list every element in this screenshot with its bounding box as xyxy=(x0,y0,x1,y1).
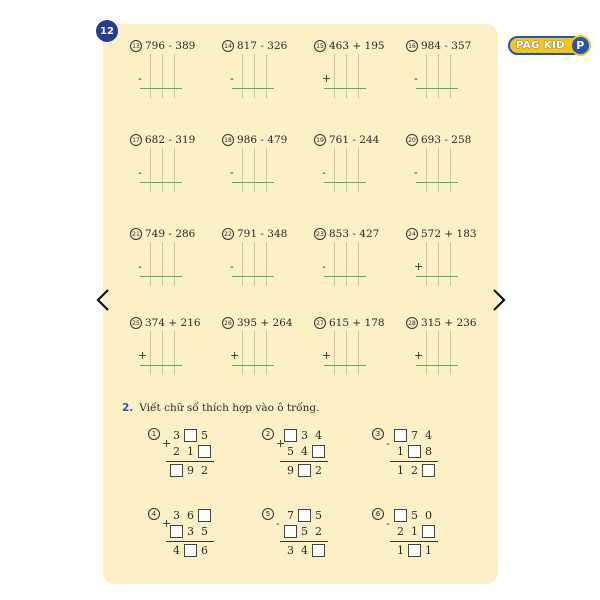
problem-number: 17 xyxy=(130,134,142,146)
column-guide-line xyxy=(266,54,267,98)
digit: 3 xyxy=(287,544,294,557)
digit: 2 xyxy=(173,445,180,458)
column-guide-line xyxy=(242,331,243,375)
answer-line xyxy=(232,276,274,277)
problem-expression: 761 - 244 xyxy=(329,134,380,146)
problem-25 xyxy=(130,317,214,387)
digit-input-box[interactable] xyxy=(170,525,183,538)
brand-logo xyxy=(508,36,590,55)
column-guide-line xyxy=(162,148,163,192)
column-guide-line xyxy=(426,148,427,192)
answer-line xyxy=(324,365,366,366)
answer-line xyxy=(140,182,182,183)
problem-21 xyxy=(130,228,214,298)
answer-line xyxy=(140,365,182,366)
logo-text: PAG KID xyxy=(516,40,566,51)
column-guide-line xyxy=(162,242,163,286)
digit-row xyxy=(284,445,326,458)
operator-sign: - xyxy=(138,260,142,273)
problem-expression: 572 + 183 xyxy=(421,228,477,240)
digit-input-box[interactable] xyxy=(298,509,311,522)
digit: 6 xyxy=(187,509,194,522)
problem-15 xyxy=(314,40,398,110)
problem-number: 15 xyxy=(314,40,326,52)
column-guide-line xyxy=(242,54,243,98)
column-guide-line xyxy=(174,148,175,192)
problem-26 xyxy=(222,317,306,387)
answer-line xyxy=(232,88,274,89)
digit: 5 xyxy=(201,429,208,442)
operator-sign: + xyxy=(162,517,172,530)
column-guide-line xyxy=(266,331,267,375)
digit: 1 xyxy=(411,525,418,538)
column-guide-line xyxy=(174,54,175,98)
problem-18 xyxy=(222,134,306,204)
sum-line xyxy=(280,461,328,462)
digit: 1 xyxy=(397,544,404,557)
digit-row xyxy=(394,525,436,538)
digit: 3 xyxy=(301,429,308,442)
column-guide-line xyxy=(426,54,427,98)
answer-line xyxy=(324,182,366,183)
column-guide-line xyxy=(450,148,451,192)
answer-line xyxy=(232,365,274,366)
problem-header xyxy=(314,228,379,240)
operator-sign: - xyxy=(230,260,234,273)
problem-expression: 395 + 264 xyxy=(237,317,293,329)
sum-line xyxy=(390,461,438,462)
operator-sign: + xyxy=(162,437,172,450)
prev-page-button[interactable] xyxy=(92,287,114,313)
digit: 9 xyxy=(287,464,294,477)
digit-row xyxy=(170,464,212,477)
problem-header xyxy=(314,317,385,329)
column-guide-line xyxy=(150,148,151,192)
puzzle-1 xyxy=(148,428,228,490)
sum-line xyxy=(280,541,328,542)
digit: 9 xyxy=(187,464,194,477)
digit-input-box[interactable] xyxy=(198,509,211,522)
column-guide-line xyxy=(174,242,175,286)
digit-row xyxy=(284,509,326,522)
column-guide-line xyxy=(334,242,335,286)
column-guide-line xyxy=(334,148,335,192)
digit-input-box[interactable] xyxy=(394,429,407,442)
digit-input-box[interactable] xyxy=(312,544,325,557)
digit: 5 xyxy=(287,445,294,458)
answer-line xyxy=(140,276,182,277)
digit: 4 xyxy=(173,544,180,557)
column-guide-line xyxy=(358,54,359,98)
column-guide-line xyxy=(438,148,439,192)
digit-input-box[interactable] xyxy=(184,544,197,557)
column-guide-line xyxy=(346,331,347,375)
answer-line xyxy=(140,88,182,89)
digit: 3 xyxy=(173,509,180,522)
operator-sign: - xyxy=(230,166,234,179)
digit: 5 xyxy=(411,509,418,522)
sum-line xyxy=(390,541,438,542)
digit: 7 xyxy=(411,429,418,442)
problem-header xyxy=(406,134,471,146)
digit-row xyxy=(394,544,436,557)
section-number: 2. xyxy=(122,402,134,414)
problem-header xyxy=(130,134,195,146)
digit: 1 xyxy=(187,445,194,458)
answer-line xyxy=(416,276,458,277)
digit: 7 xyxy=(287,509,294,522)
problem-16 xyxy=(406,40,490,110)
problem-expression: 853 - 427 xyxy=(329,228,380,240)
problem-number: 25 xyxy=(130,317,142,329)
digit-row xyxy=(170,509,212,522)
operator-sign: - xyxy=(322,166,326,179)
column-guide-line xyxy=(254,331,255,375)
digit-row xyxy=(284,544,326,557)
digit-input-box[interactable] xyxy=(198,445,211,458)
problem-expression: 749 - 286 xyxy=(145,228,196,240)
problem-number: 19 xyxy=(314,134,326,146)
puzzle-number: 5 xyxy=(262,508,274,520)
digit: 2 xyxy=(315,525,322,538)
operator-sign: + xyxy=(138,349,148,362)
problem-expression: 693 - 258 xyxy=(421,134,472,146)
puzzle-6 xyxy=(372,508,452,570)
puzzle-5 xyxy=(262,508,342,570)
column-guide-line xyxy=(242,148,243,192)
problem-header xyxy=(130,228,195,240)
digit-input-box[interactable] xyxy=(284,525,297,538)
digit-row xyxy=(170,429,212,442)
digit: 4 xyxy=(315,429,322,442)
digit: 4 xyxy=(425,429,432,442)
problem-number: 24 xyxy=(406,228,418,240)
problem-header xyxy=(222,228,287,240)
problem-number: 27 xyxy=(314,317,326,329)
problem-expression: 463 + 195 xyxy=(329,40,385,52)
digit-row xyxy=(284,429,326,442)
digit-row xyxy=(394,445,436,458)
column-guide-line xyxy=(450,331,451,375)
column-guide-line xyxy=(254,242,255,286)
operator-sign: - xyxy=(386,517,390,530)
operator-sign: - xyxy=(138,72,142,85)
operator-sign: + xyxy=(414,260,424,273)
digit: 0 xyxy=(425,509,432,522)
column-guide-line xyxy=(242,242,243,286)
digit-input-box[interactable] xyxy=(170,464,183,477)
column-guide-line xyxy=(426,242,427,286)
problem-24 xyxy=(406,228,490,298)
answer-line xyxy=(232,182,274,183)
problem-header xyxy=(130,317,201,329)
column-guide-line xyxy=(254,148,255,192)
chevron-left-icon xyxy=(95,288,111,312)
digit-row xyxy=(394,509,436,522)
answer-line xyxy=(416,182,458,183)
column-guide-line xyxy=(334,331,335,375)
problem-number: 16 xyxy=(406,40,418,52)
answer-line xyxy=(324,88,366,89)
problem-expression: 796 - 389 xyxy=(145,40,196,52)
digit: 1 xyxy=(397,464,404,477)
problem-13 xyxy=(130,40,214,110)
digit: 2 xyxy=(315,464,322,477)
problem-header xyxy=(222,317,293,329)
digit-row xyxy=(170,525,212,538)
operator-sign: - xyxy=(414,72,418,85)
operator-sign: - xyxy=(138,166,142,179)
column-guide-line xyxy=(254,54,255,98)
digit-row xyxy=(394,429,436,442)
column-guide-line xyxy=(346,148,347,192)
problem-expression: 984 - 357 xyxy=(421,40,472,52)
problem-header xyxy=(130,40,195,52)
digit-input-box[interactable] xyxy=(184,429,197,442)
digit: 2 xyxy=(201,464,208,477)
digit: 6 xyxy=(201,544,208,557)
column-guide-line xyxy=(358,242,359,286)
problem-number: 21 xyxy=(130,228,142,240)
problem-expression: 615 + 178 xyxy=(329,317,385,329)
chevron-right-icon xyxy=(491,288,507,312)
puzzle-number: 1 xyxy=(148,428,160,440)
operator-sign: + xyxy=(230,349,240,362)
digit: 4 xyxy=(301,544,308,557)
digit: 8 xyxy=(425,445,432,458)
sum-line xyxy=(166,461,214,462)
digit-input-box[interactable] xyxy=(408,445,421,458)
puzzle-4 xyxy=(148,508,228,570)
column-guide-line xyxy=(266,242,267,286)
digit-input-box[interactable] xyxy=(312,445,325,458)
operator-sign: - xyxy=(322,260,326,273)
digit-input-box[interactable] xyxy=(394,509,407,522)
digit: 4 xyxy=(301,445,308,458)
problem-23 xyxy=(314,228,398,298)
operator-sign: - xyxy=(386,437,390,450)
operator-sign: + xyxy=(322,349,332,362)
answer-line xyxy=(416,88,458,89)
puzzle-number: 2 xyxy=(262,428,274,440)
page-number: 12 xyxy=(100,25,114,37)
section-2-heading xyxy=(122,402,319,414)
problem-header xyxy=(406,40,471,52)
digit: 2 xyxy=(397,525,404,538)
sum-line xyxy=(166,541,214,542)
problem-number: 20 xyxy=(406,134,418,146)
digit-row xyxy=(170,544,212,557)
operator-sign: + xyxy=(414,349,424,362)
problem-expression: 817 - 326 xyxy=(237,40,288,52)
digit: 3 xyxy=(187,525,194,538)
column-guide-line xyxy=(266,148,267,192)
problem-number: 18 xyxy=(222,134,234,146)
column-guide-line xyxy=(450,54,451,98)
column-guide-line xyxy=(346,242,347,286)
problem-number: 26 xyxy=(222,317,234,329)
problem-27 xyxy=(314,317,398,387)
column-guide-line xyxy=(162,331,163,375)
digit: 5 xyxy=(315,509,322,522)
column-guide-line xyxy=(358,331,359,375)
next-page-button[interactable] xyxy=(488,287,510,313)
problem-expression: 682 - 319 xyxy=(145,134,196,146)
digit: 2 xyxy=(411,464,418,477)
problem-header xyxy=(222,40,287,52)
column-guide-line xyxy=(438,331,439,375)
column-guide-line xyxy=(150,242,151,286)
column-guide-line xyxy=(150,331,151,375)
problem-header xyxy=(406,228,477,240)
operator-sign: - xyxy=(230,72,234,85)
operator-sign: - xyxy=(276,517,280,530)
problem-22 xyxy=(222,228,306,298)
problem-expression: 986 - 479 xyxy=(237,134,288,146)
digit: 5 xyxy=(301,525,308,538)
column-guide-line xyxy=(162,54,163,98)
puzzle-number: 4 xyxy=(148,508,160,520)
column-guide-line xyxy=(346,54,347,98)
problem-header xyxy=(314,40,385,52)
problem-19 xyxy=(314,134,398,204)
digit: 3 xyxy=(173,429,180,442)
page-number-badge xyxy=(96,20,118,42)
column-guide-line xyxy=(450,242,451,286)
column-guide-line xyxy=(358,148,359,192)
digit-row xyxy=(284,464,326,477)
puzzle-2 xyxy=(262,428,342,490)
digit-input-box[interactable] xyxy=(408,544,421,557)
column-guide-line xyxy=(150,54,151,98)
digit: 1 xyxy=(425,544,432,557)
answer-line xyxy=(324,276,366,277)
problem-expression: 374 + 216 xyxy=(145,317,201,329)
digit-row xyxy=(394,464,436,477)
problem-28 xyxy=(406,317,490,387)
problem-number: 22 xyxy=(222,228,234,240)
puzzle-3 xyxy=(372,428,452,490)
operator-sign: + xyxy=(322,72,332,85)
problem-14 xyxy=(222,40,306,110)
operator-sign: - xyxy=(414,166,418,179)
column-guide-line xyxy=(334,54,335,98)
puzzle-number: 3 xyxy=(372,428,384,440)
section-title: Viết chữ số thích hợp vào ô trống. xyxy=(139,402,320,414)
digit-input-box[interactable] xyxy=(422,525,435,538)
column-guide-line xyxy=(438,54,439,98)
digit: 5 xyxy=(201,525,208,538)
digit-input-box[interactable] xyxy=(422,464,435,477)
column-guide-line xyxy=(174,331,175,375)
problem-number: 14 xyxy=(222,40,234,52)
answer-line xyxy=(416,365,458,366)
problem-number: 23 xyxy=(314,228,326,240)
operator-sign: + xyxy=(276,437,286,450)
digit-input-box[interactable] xyxy=(298,464,311,477)
digit-row xyxy=(284,525,326,538)
problem-header xyxy=(314,134,379,146)
logo-mark: P xyxy=(570,35,591,56)
column-guide-line xyxy=(426,331,427,375)
problem-expression: 315 + 236 xyxy=(421,317,477,329)
problem-header xyxy=(406,317,477,329)
digit-input-box[interactable] xyxy=(284,429,297,442)
digit-row xyxy=(170,445,212,458)
problem-20 xyxy=(406,134,490,204)
problem-17 xyxy=(130,134,214,204)
problem-number: 13 xyxy=(130,40,142,52)
problem-header xyxy=(222,134,287,146)
problem-expression: 791 - 348 xyxy=(237,228,288,240)
puzzle-number: 6 xyxy=(372,508,384,520)
digit: 1 xyxy=(397,445,404,458)
column-guide-line xyxy=(438,242,439,286)
problem-number: 28 xyxy=(406,317,418,329)
